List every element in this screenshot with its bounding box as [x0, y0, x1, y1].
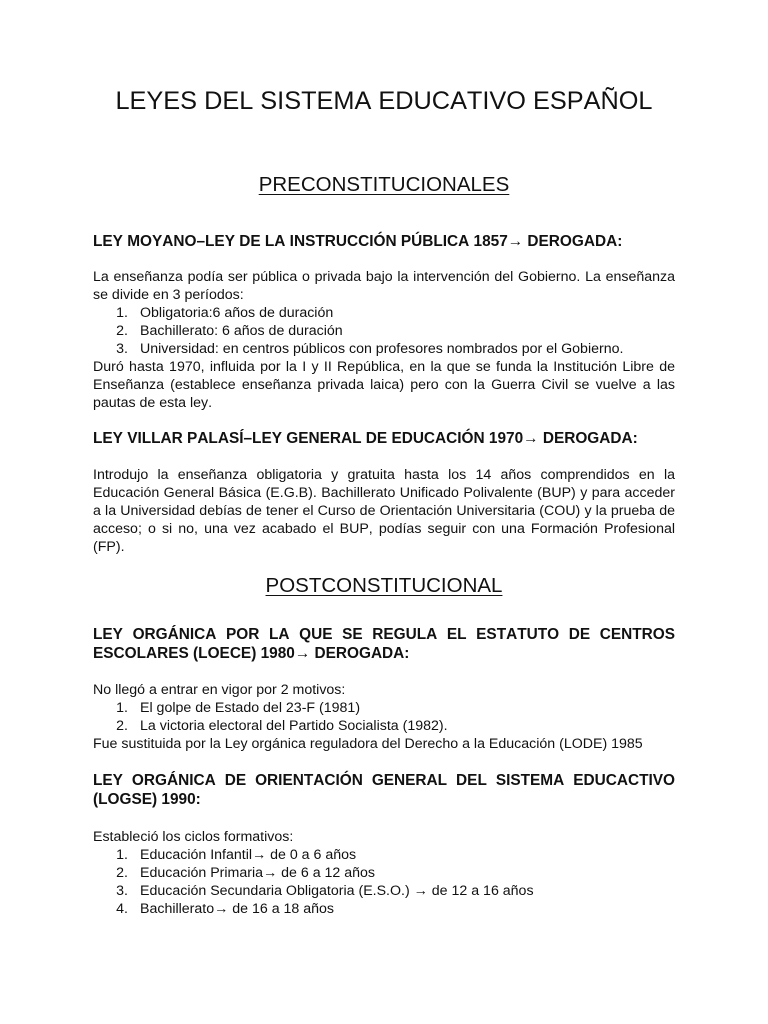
list-item [93, 864, 675, 882]
list-item [93, 717, 675, 735]
list-item [93, 699, 675, 717]
law-heading-logse: LEY ORGÁNICA DE ORIENTACIÓN GENERAL DEL SISTEMA EDUCACTIVO (LOGSE) 1990: [93, 772, 675, 808]
section-heading-preconstitucionales: PRECONSTITUCIONALES [258, 173, 510, 196]
law-paragraph-intro: No llegó a entrar en vigor por 2 motivos: [93, 682, 346, 698]
law-heading-ley-villar-palasi: LEY VILLAR PALASÍ–LEY GENERAL DE EDUCACIÓN 1970→ DEROGADA: [93, 430, 638, 447]
list-number: 1. [116, 305, 128, 321]
list-item [93, 322, 675, 340]
law-body-logse [93, 828, 675, 918]
numbered-list [93, 304, 675, 358]
list-number: 3. [116, 883, 128, 899]
list-item [93, 900, 675, 918]
list-number: 2. [116, 323, 128, 339]
law-paragraph-intro: Introdujo la enseñanza obligatoria y gratuita hasta los 14 años comprendidos en la Educación General Básica (E.G.B). Bachillerato Unificado Polivalente (BUP) y para acceder a la Universidad debías de tener el Curso de Orientación Universitaria (COU) y la prueba de acceso; o si no, una vez acabado el BUP, podías seguir con una Formación Profesional (FP). [93, 467, 675, 555]
numbered-list [93, 846, 675, 918]
list-item-text: Educación Secundaria Obligatoria (E.S.O.) → de 12 a 16 años [140, 883, 534, 899]
list-number: 2. [116, 865, 128, 881]
document-title: LEYES DEL SISTEMA EDUCATIVO ESPAÑOL [115, 87, 653, 115]
law-body-loece [93, 681, 675, 753]
law-body-ley-moyano [93, 268, 675, 412]
law-heading-loece: LEY ORGÁNICA POR LA QUE SE REGULA EL ESTATUTO DE CENTROS ESCOLARES (LOECE) 1980→ DEROGADA: [93, 626, 675, 662]
law-paragraph-intro: La enseñanza podía ser pública o privada bajo la intervención del Gobierno. La enseñanza se divide en 3 períodos: [93, 269, 675, 303]
list-number: 4. [116, 901, 128, 917]
law-paragraph-intro: Estableció los ciclos formativos: [93, 829, 294, 845]
list-item-text: El golpe de Estado del 23-F (1981) [140, 700, 361, 716]
list-item [93, 882, 675, 900]
list-number: 1. [116, 700, 128, 716]
section-heading-postconstitucional: POSTCONSTITUCIONAL [265, 574, 503, 597]
list-item-text: Bachillerato: 6 años de duración [140, 323, 343, 339]
list-number: 2. [116, 718, 128, 734]
numbered-list [93, 699, 675, 735]
list-item-text: Educación Infantil→ de 0 a 6 años [140, 847, 357, 863]
law-body-ley-villar-palasi [93, 466, 675, 556]
list-item [93, 304, 675, 322]
list-item-text: Obligatoria:6 años de duración [140, 305, 334, 321]
law-paragraph-outro: Duró hasta 1970, influida por la I y II República, en la que se funda la Institución Libre de Enseñanza (establece enseñanza privada laica) pero con la Guerra Civil se vuelve a las pautas de esta ley. [93, 359, 675, 411]
law-paragraph-outro: Fue sustituida por la Ley orgánica reguladora del Derecho a la Educación (LODE) 1985 [93, 736, 643, 752]
list-item [93, 340, 675, 358]
list-number: 3. [116, 341, 128, 357]
law-heading-ley-moyano: LEY MOYANO–LEY DE LA INSTRUCCIÓN PÚBLICA 1857→ DEROGADA: [93, 233, 623, 250]
list-item-text: Educación Primaria→ de 6 a 12 años [140, 865, 376, 881]
list-item [93, 846, 675, 864]
list-item-text: La victoria electoral del Partido Socialista (1982). [140, 718, 448, 734]
list-item-text: Universidad: en centros públicos con profesores nombrados por el Gobierno. [140, 341, 624, 357]
list-item-text: Bachillerato→ de 16 a 18 años [140, 901, 335, 917]
list-number: 1. [116, 847, 128, 863]
